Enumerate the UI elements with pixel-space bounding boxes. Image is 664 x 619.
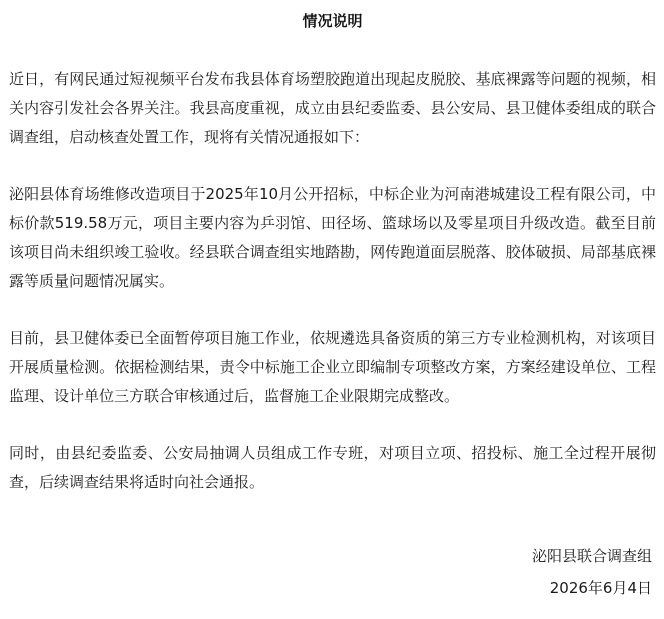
document-date: 2026年6月4日	[549, 579, 652, 597]
paragraph-intro: 近日，有网民通过短视频平台发布我县体育场塑胶跑道出现起皮脱胶、基底裸露等问题的视频，相关内容引发社会各界关注。我县高度重视，成立由县纪委监委、县公安局、县卫健体委组成的联合调查组，启动核查处置工作，现将有关情况通报如下：	[9, 70, 656, 146]
paragraph-current-measures: 目前，县卫健体委已全面暂停项目施工作业，依规遴选具备资质的第三方专业检测机构，对该项目开展质量检测。依据检测结果，责令中标施工企业立即编制专项整改方案，方案经建设单位、工程监理、设计单位三方联合审核通过后，监督施工企业限期完成整改。	[9, 329, 656, 405]
signer: 泌阳县联合调查组	[531, 547, 652, 565]
document-title: 情况说明	[302, 12, 363, 30]
paragraph-project-facts: 泌阳县体育场维修改造项目于2025年10月公开招标，中标企业为河南港城建设工程有限公司，中标价款519.58万元，项目主要内容为乒羽馆、田径场、篮球场以及零星项目升级改造。截至目前该项目尚未组织竣工验收。经县联合调查组实地踏勘，网传跑道面层脱落、胶体破损、局部基底裸露等质量问题情况属实。	[9, 185, 656, 290]
paragraph-investigation: 同时，由县纪委监委、公安局抽调人员组成工作专班，对项目立项、招投标、施工全过程开展彻查，后续调查结果将适时向社会通报。	[9, 444, 656, 491]
